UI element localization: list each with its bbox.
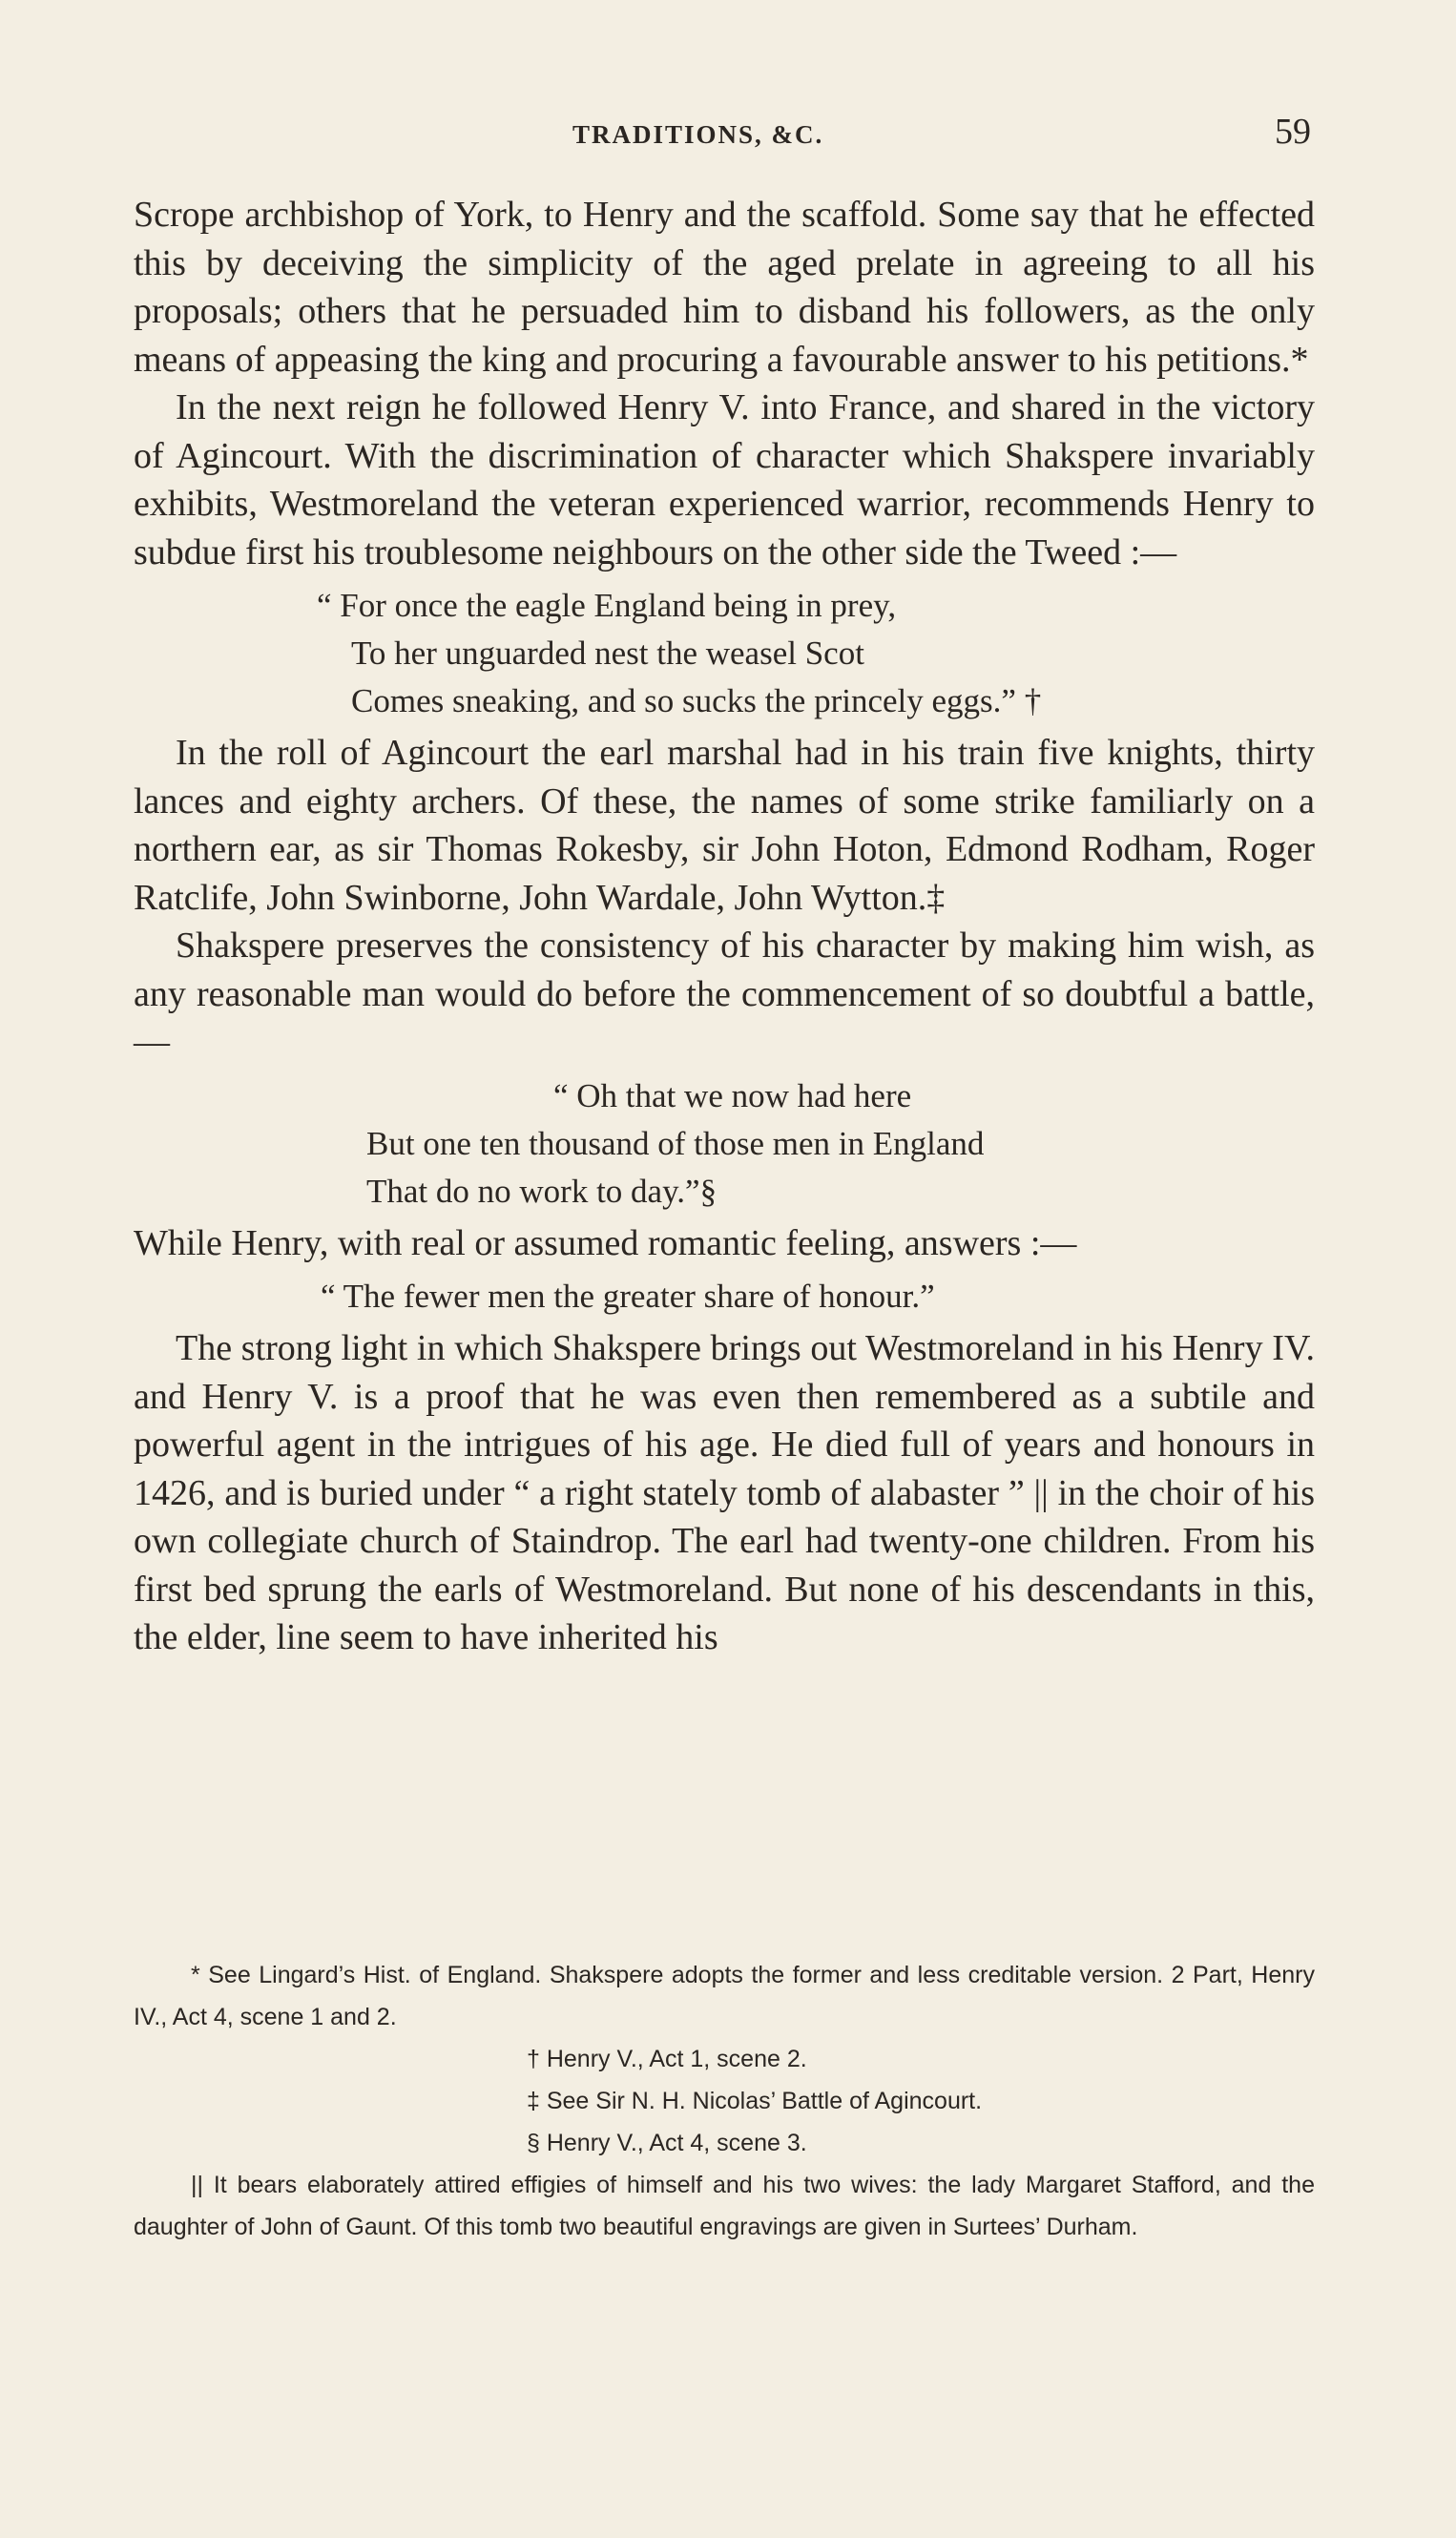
page-number: 59: [1275, 112, 1311, 152]
paragraph-henry-answers: While Henry, with real or assumed romantic feeling, answers :—: [134, 1222, 1077, 1263]
footnotes: [134, 1954, 1315, 2248]
quote-ten-thousand: [134, 1072, 1315, 1216]
paragraph-scrope: Scrope archbishop of York, to Henry and the scaffold. Some say that he effected this by deceiving the simplicity of the aged prelate in agreeing to all his proposals; others that he persuaded him to disband his followers, as the only means of appeasing the king and procuring a favourable answer to his petitions.*: [134, 195, 1315, 380]
paragraph-agincourt: In the next reign he followed Henry V. into France, and shared in the victory of Agincourt. With the discrimination of character which Shakspere invariably exhibits, Westmoreland the veteran experienced warrior, recommends Henry to subdue first his troublesome neighbours on the other side the Tweed :—: [134, 387, 1315, 572]
paragraph-consistency: Shakspere preserves the consistency of his character by making him wish, as any reasonable man would do before the commencement of so doubtful a battle,—: [134, 926, 1315, 1062]
quote-line: To her unguarded nest the weasel Scot: [351, 634, 864, 672]
footnote-lingard: * See Lingard’s Hist. of England. Shakspere adopts the former and less creditable version. 2 Part, Henry IV., Act 4, scene 1 and 2.: [134, 1962, 1315, 2030]
quote-line: “ Oh that we now had here: [553, 1076, 912, 1114]
footnote-henry-v-act-1: † Henry V., Act 1, scene 2.: [527, 2046, 807, 2072]
quote-line: But one ten thousand of those men in England: [366, 1124, 985, 1162]
body-text: [134, 191, 1315, 1662]
quote-line: “ For once the eagle England being in prey,: [317, 587, 897, 624]
footnote-effigies: || It bears elaborately attired effigies of himself and his two wives: the lady Margaret Stafford, and the daughter of John of Gaunt. Of this tomb two beautiful engravings are given in Surtees’ Durham.: [134, 2172, 1315, 2240]
page-header: [0, 107, 1456, 164]
paragraph-strong-light: The strong light in which Shakspere brings out Westmoreland in his Henry IV. and Henry V. is a proof that he was even then remembered as a subtile and powerful agent in the intrigues of his age. He died full of years and honours in 1426, and is buried under “ a right stately tomb of alabaster ” || in the choir of his own collegiate church of Staindrop. The earl had twenty-one children. From his first bed sprung the earls of Westmoreland. But none of his descendants in this, the elder, line seem to have inherited his: [134, 1328, 1315, 1657]
quote-line: “ The fewer men the greater share of honour.”: [321, 1278, 935, 1315]
running-head: TRADITIONS, &C.: [572, 120, 824, 149]
paragraph-roll-of-agincourt: In the roll of Agincourt the earl marshal had in his train five knights, thirty lances and eighty archers. Of these, the names of some strike familiarly on a northern ear, as sir Thomas Rokesby, sir John Hoton, Edmond Rodham, Roger Ratclife, John Swinborne, John Wardale, John Wytton.‡: [134, 733, 1315, 918]
footnote-henry-v-act-4: § Henry V., Act 4, scene 3.: [527, 2130, 807, 2156]
footnote-nicolas: ‡ See Sir N. H. Nicolas’ Battle of Agincourt.: [527, 2088, 983, 2114]
quote-fewer-men: [134, 1273, 1315, 1321]
quote-line: That do no work to day.”§: [366, 1172, 718, 1210]
quote-line: Comes sneaking, and so sucks the princely eggs.” †: [351, 682, 1042, 719]
quote-eagle-england: [134, 582, 1315, 725]
